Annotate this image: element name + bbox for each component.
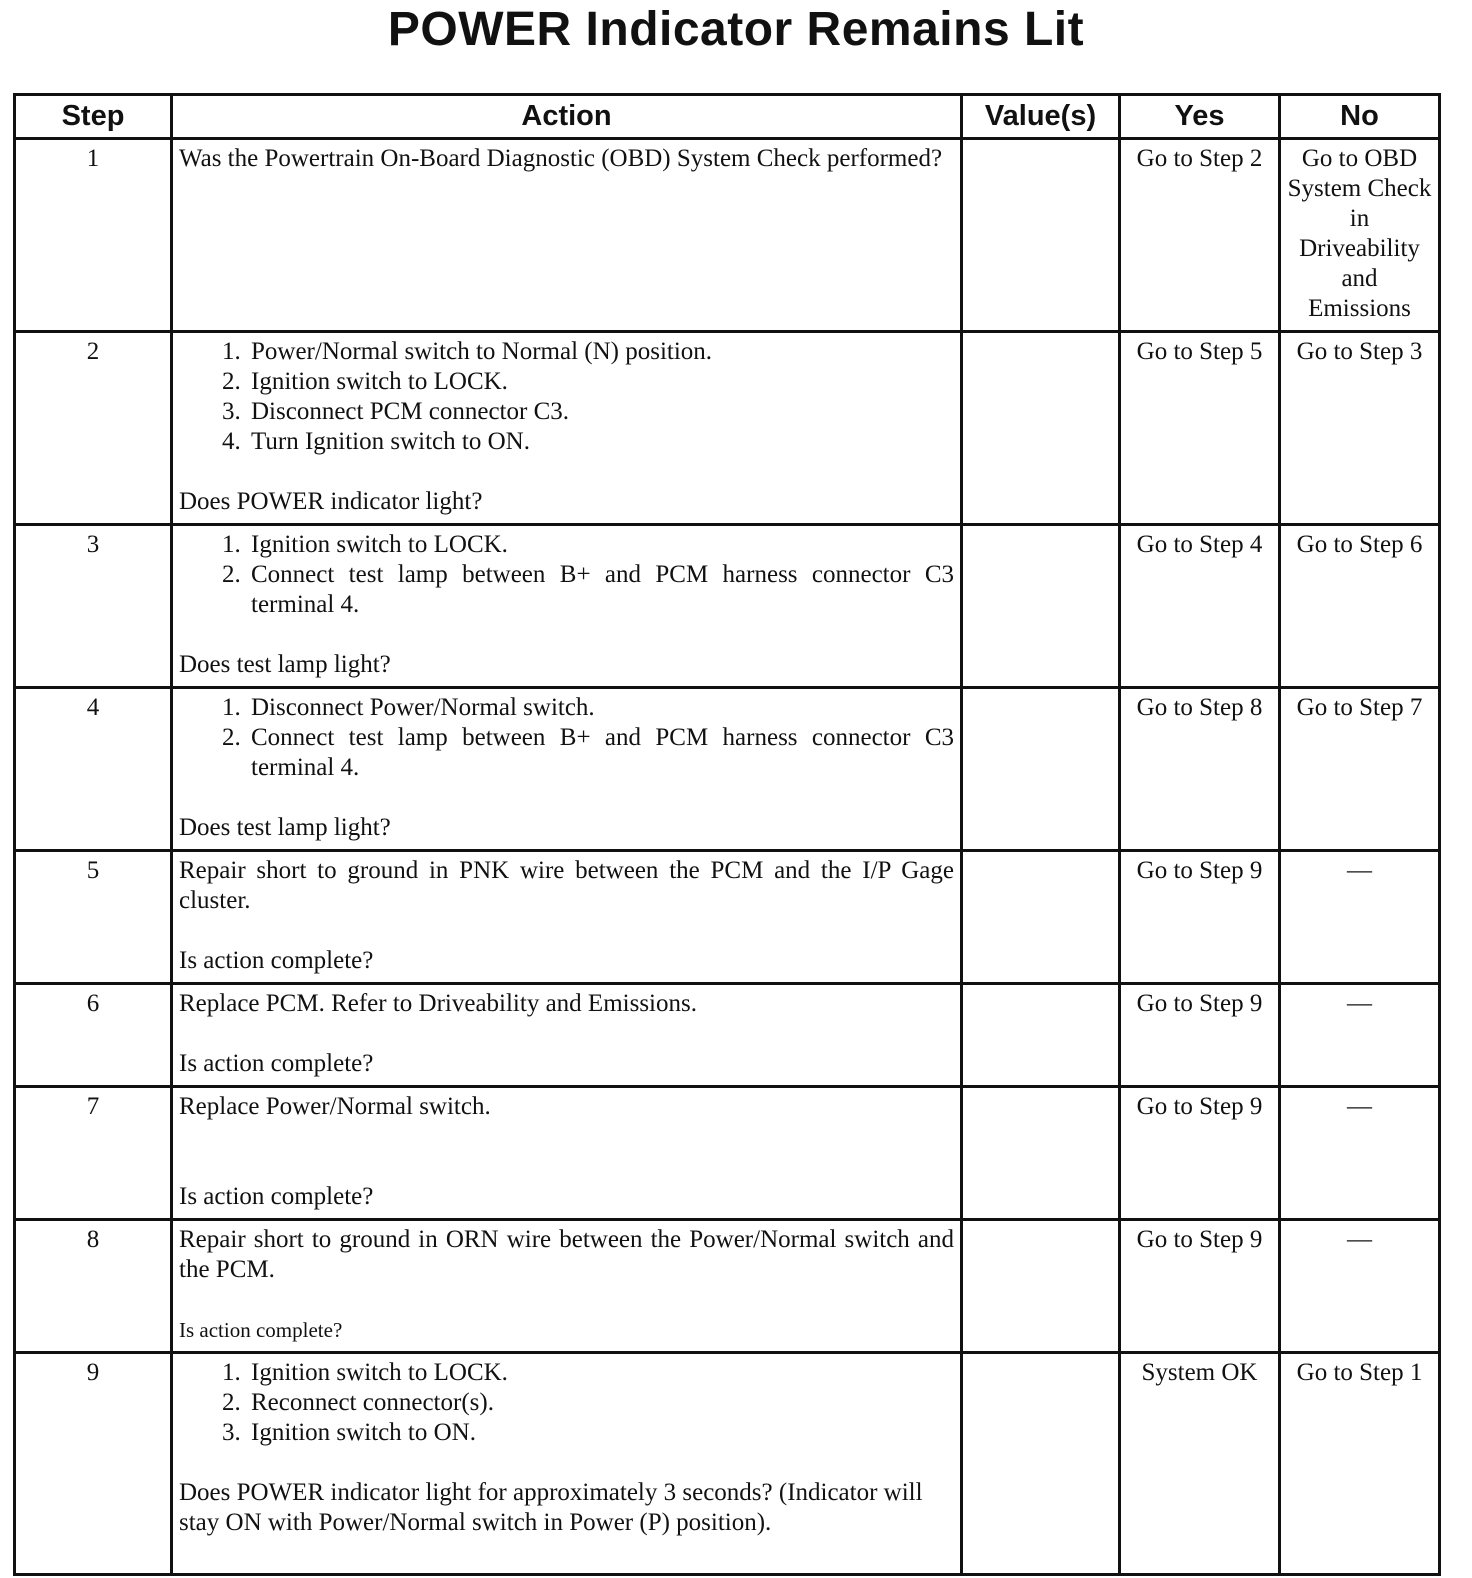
table-row [15, 851, 1440, 984]
value-cell [962, 332, 1120, 525]
procedure-item: 1. Ignition switch to LOCK. [247, 1358, 954, 1388]
no-cell: — [1280, 851, 1440, 984]
procedure-list [179, 337, 954, 457]
step-number: 8 [15, 1220, 172, 1353]
action-cell [172, 139, 962, 332]
procedure-item: 2. Ignition switch to LOCK. [247, 367, 954, 397]
table-row [15, 984, 1440, 1087]
procedure-list [179, 693, 954, 783]
header-values: Value(s) [962, 95, 1120, 139]
procedure-item: 2. Connect test lamp between B+ and PCM harness connector C3 terminal 4. [247, 723, 954, 783]
table-row [15, 1353, 1440, 1575]
action-cell [172, 332, 962, 525]
table-header-row [15, 95, 1440, 139]
question-text: Does test lamp light? [179, 814, 391, 841]
action-cell [172, 525, 962, 688]
step-number: 5 [15, 851, 172, 984]
no-cell: Go to Step 7 [1280, 688, 1440, 851]
question-text: Is action complete? [179, 1318, 343, 1342]
value-cell [962, 1353, 1120, 1575]
procedure-list [179, 530, 954, 620]
page-title: POWER Indicator Remains Lit [387, 3, 1085, 56]
procedure-item: 2. Reconnect connector(s). [247, 1388, 954, 1418]
procedure-item: 1. Disconnect Power/Normal switch. [247, 693, 954, 723]
action-cell [172, 1220, 962, 1353]
action-cell [172, 688, 962, 851]
yes-cell: Go to Step 5 [1120, 332, 1280, 525]
procedure-item: 2. Connect test lamp between B+ and PCM harness connector C3 terminal 4. [247, 560, 954, 620]
yes-cell: System OK [1120, 1353, 1280, 1575]
action-text: Replace PCM. Refer to Driveability and Emissions. [179, 990, 697, 1017]
yes-cell: Go to Step 9 [1120, 1220, 1280, 1353]
yes-cell: Go to Step 9 [1120, 1087, 1280, 1220]
value-cell [962, 139, 1120, 332]
table-row [15, 139, 1440, 332]
question-text: Is action complete? [179, 1183, 374, 1210]
procedure-item: 3. Disconnect PCM connector C3. [247, 397, 954, 427]
action-cell [172, 851, 962, 984]
procedure-item: 1. Power/Normal switch to Normal (N) position. [247, 337, 954, 367]
procedure-list [179, 1358, 954, 1448]
question-text: Does POWER indicator light? [179, 488, 483, 515]
question-text: Does test lamp light? [179, 651, 391, 678]
step-number: 7 [15, 1087, 172, 1220]
table-row [15, 332, 1440, 525]
no-cell: Go to Step 3 [1280, 332, 1440, 525]
procedure-item: 3. Ignition switch to ON. [247, 1418, 954, 1448]
yes-cell: Go to Step 9 [1120, 984, 1280, 1087]
step-number: 9 [15, 1353, 172, 1575]
action-cell [172, 1087, 962, 1220]
no-cell: — [1280, 1220, 1440, 1353]
header-no: No [1280, 95, 1440, 139]
question-text: Does POWER indicator light for approximately 3 seconds? (Indicator will stay ON with Power/Normal switch in Power (P) position). [179, 1479, 923, 1536]
diagnostic-table [13, 93, 1441, 1576]
table-row [15, 525, 1440, 688]
step-number: 2 [15, 332, 172, 525]
table-row [15, 1220, 1440, 1353]
header-step: Step [15, 95, 172, 139]
step-number: 1 [15, 139, 172, 332]
action-cell [172, 984, 962, 1087]
no-cell: Go to OBD System Check in Driveability and Emissions [1280, 139, 1440, 332]
action-text: Repair short to ground in PNK wire between the PCM and the I/P Gage cluster. [179, 857, 954, 914]
header-action: Action [172, 95, 962, 139]
step-number: 4 [15, 688, 172, 851]
value-cell [962, 525, 1120, 688]
value-cell [962, 851, 1120, 984]
value-cell [962, 984, 1120, 1087]
step-number: 3 [15, 525, 172, 688]
action-cell [172, 1353, 962, 1575]
yes-cell: Go to Step 9 [1120, 851, 1280, 984]
value-cell [962, 1087, 1120, 1220]
step-number: 6 [15, 984, 172, 1087]
question-text: Is action complete? [179, 947, 374, 974]
no-cell: Go to Step 1 [1280, 1353, 1440, 1575]
yes-cell: Go to Step 4 [1120, 525, 1280, 688]
yes-cell: Go to Step 2 [1120, 139, 1280, 332]
value-cell [962, 688, 1120, 851]
header-yes: Yes [1120, 95, 1280, 139]
table-row [15, 1087, 1440, 1220]
no-cell: — [1280, 984, 1440, 1087]
no-cell: Go to Step 6 [1280, 525, 1440, 688]
table-row [15, 688, 1440, 851]
procedure-item: 4. Turn Ignition switch to ON. [247, 427, 954, 457]
action-text: Replace Power/Normal switch. [179, 1093, 491, 1120]
action-text: Was the Powertrain On-Board Diagnostic (OBD) System Check performed? [179, 145, 943, 172]
yes-cell: Go to Step 8 [1120, 688, 1280, 851]
action-text: Repair short to ground in ORN wire between the Power/Normal switch and the PCM. [179, 1226, 954, 1283]
procedure-item: 1. Ignition switch to LOCK. [247, 530, 954, 560]
question-text: Is action complete? [179, 1050, 374, 1077]
no-cell: — [1280, 1087, 1440, 1220]
value-cell [962, 1220, 1120, 1353]
